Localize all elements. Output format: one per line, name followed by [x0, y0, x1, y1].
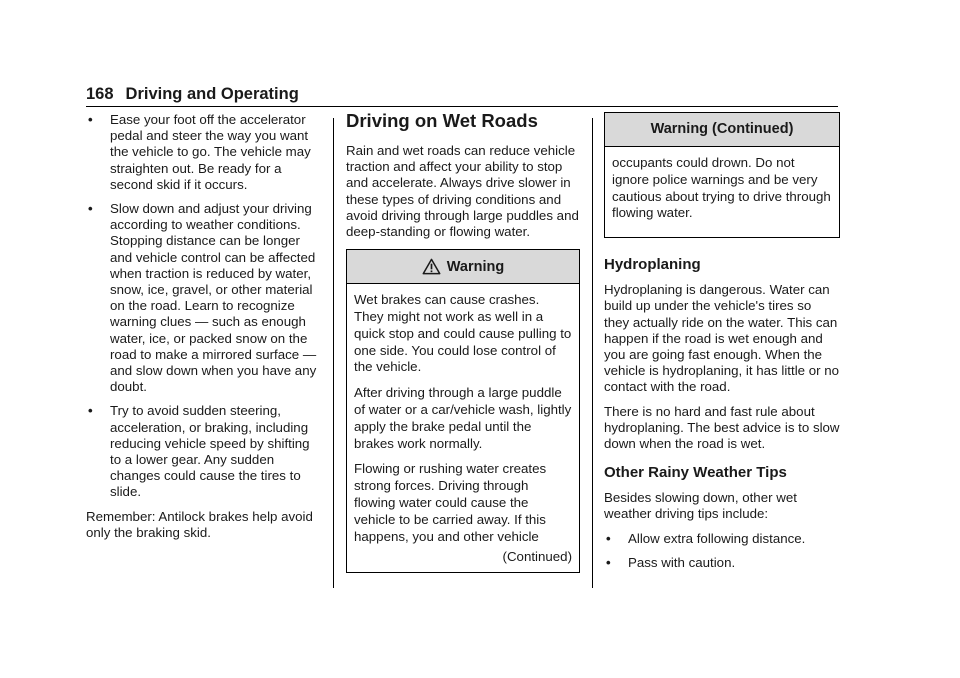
- intro-paragraph: Rain and wet roads can reduce vehicle traction and affect your ability to stop and accelerate. Always drive slower in these types of driving conditions and avoid driving through large puddles and deep-standing or flowing water.: [346, 143, 579, 240]
- hydroplaning-paragraph: There is no hard and fast rule about hydroplaning. The best advice is to slow down when the road is wet.: [604, 403, 840, 452]
- bullet-icon: •: [88, 403, 93, 419]
- list-item-text: Ease your foot off the accelerator pedal and steer the way you want the vehicle to go. The vehicle may straighten out. Be ready for a second skid if it occurs.: [110, 112, 311, 192]
- hydroplaning-paragraph: Hydroplaning is dangerous. Water can build up under the vehicle's tires so they actually ride on the water. This can happen if the road is wet enough and you are going fast enough. When the vehicle is hydroplaning, it has little or no contact with the road.: [604, 282, 840, 395]
- list-item: [604, 531, 840, 547]
- list-item-text: Try to avoid sudden steering, acceleration, or braking, including reducing vehicle speed by shifting to a lower gear. Any sudden changes could cause the tires to slide.: [110, 403, 310, 500]
- column-3: [604, 112, 840, 579]
- closing-paragraph: Remember: Antilock brakes help avoid only the braking skid.: [86, 508, 313, 540]
- page-header: [86, 86, 838, 107]
- warning-paragraph: After driving through a large puddle of water or a car/vehicle wash, lightly apply the brake pedal until the brakes work normally.: [354, 385, 572, 451]
- rainy-tips-intro: Besides slowing down, other wet weather driving tips include:: [604, 490, 797, 522]
- warning-body: [347, 284, 579, 571]
- hydroplaning-heading: Hydroplaning: [604, 256, 701, 274]
- warning-continued-body: [605, 147, 839, 237]
- warning-paragraph: occupants could drown. Do not ignore police warnings and be very cautious about trying to drive through flowing water.: [612, 155, 831, 221]
- list-item-text: Allow extra following distance.: [628, 530, 806, 546]
- column-1: [86, 112, 322, 549]
- warning-paragraph: Wet brakes can cause crashes. They might not work as well in a quick stop and could cause pulling to one side. You could lose control of the vehicle.: [354, 292, 572, 375]
- list-item: [604, 555, 840, 571]
- continued-label: (Continued): [502, 549, 572, 565]
- list-item-text: Pass with caution.: [628, 554, 736, 570]
- warning-paragraph: Flowing or rushing water creates strong forces. Driving through flowing water could cause the vehicle to be carried away. If this happens, you and other vehicle: [354, 461, 547, 544]
- column-2: [346, 112, 580, 573]
- list-item: [86, 201, 322, 395]
- bullet-icon: •: [606, 530, 611, 546]
- warning-continued-box: [604, 112, 840, 238]
- column-divider: [592, 118, 593, 588]
- warning-heading: Warning: [446, 258, 505, 275]
- rainy-tips-heading: Other Rainy Weather Tips: [604, 464, 787, 482]
- section-title: Driving and Operating: [125, 85, 299, 103]
- page-number: 168: [86, 85, 114, 103]
- warning-continued-header: Warning (Continued): [605, 113, 839, 147]
- warning-box: [346, 249, 580, 572]
- bullet-icon: •: [88, 112, 93, 127]
- list-item: [86, 403, 322, 500]
- column-divider: [333, 118, 334, 588]
- warning-triangle-icon: [422, 258, 441, 275]
- bullet-icon: •: [88, 201, 93, 217]
- section-heading: Driving on Wet Roads: [346, 110, 538, 131]
- warning-header: [347, 250, 579, 284]
- list-item: [86, 112, 322, 193]
- list-item-text: Slow down and adjust your driving according to weather conditions. Stopping distance can be longer and vehicle control can be affected when traction is reduced by water, snow, ice, gravel, or other material on the road. Learn to recognize warning clues — such as enough water, ice, or packed snow on the road to make a mirrored surface — and slow down when you have any doubt.: [110, 201, 317, 395]
- bullet-icon: •: [606, 554, 611, 570]
